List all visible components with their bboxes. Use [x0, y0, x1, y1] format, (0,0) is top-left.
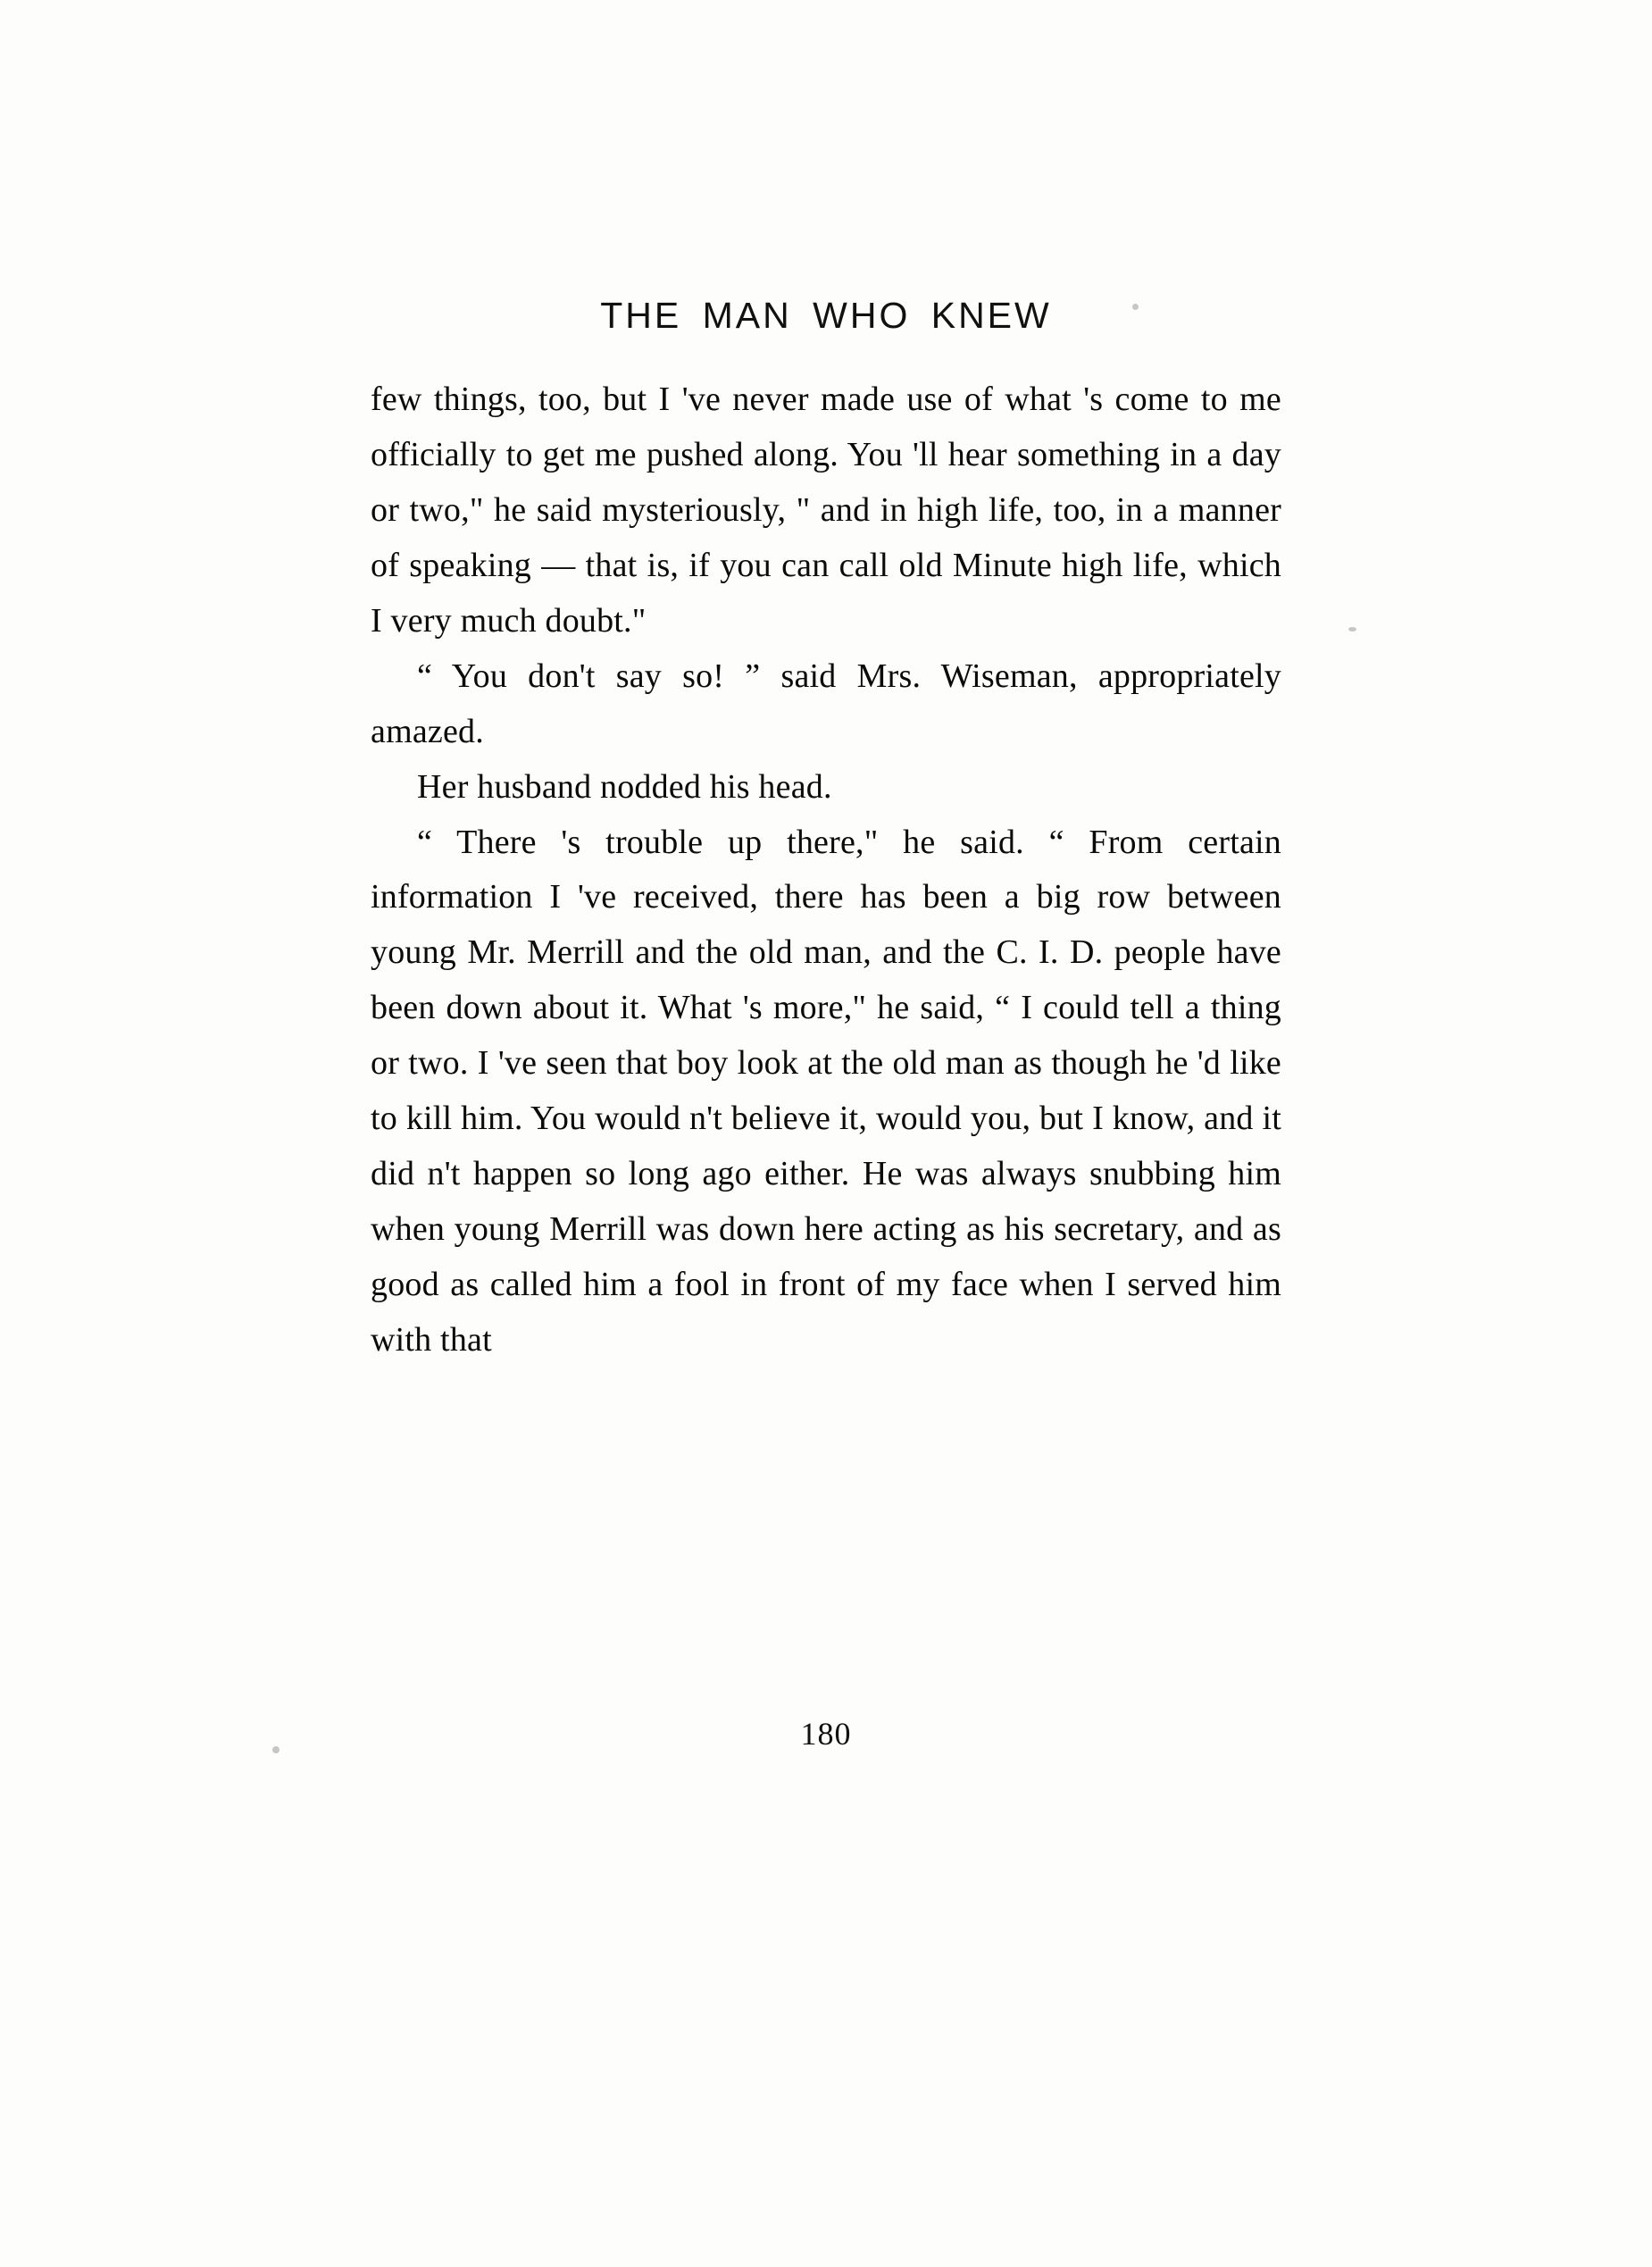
paragraph: “ There 's trouble up there," he said. “ From certain information I 've received, there has been a big row between young Mr. Merrill and the old man, and the C. I. D. people have been down about it. What 's more," he said, “ I could tell a thing or two. I 've seen that boy look at the old man as though he 'd like to kill him. You would n't believe it, would you, but I know, and it did n't happen so long ago either. He was always snubbing him when young Merrill was down here acting as his secretary, and as good as called him a fool in front of my face when I served him with that	[371, 823, 1281, 1359]
page-number: 180	[800, 1716, 852, 1752]
scan-speck	[272, 1746, 280, 1753]
scan-speck	[1348, 627, 1356, 632]
paragraph: “ You don't say so! ” said Mrs. Wiseman, appropriately amazed.	[371, 657, 1281, 750]
paragraph: Her husband nodded his head.	[417, 767, 832, 806]
page-body	[371, 295, 1281, 1368]
paragraph: few things, too, but I 've never made use of what 's come to me officially to get me pushed along. You 'll hear something in a day or two," he said mysteriously, " and in high life, too, in a manner of speaking — that is, if you can call old Minute high life, which I very much doubt."	[371, 381, 1281, 640]
running-head: THE MAN WHO KNEW	[600, 295, 1052, 336]
